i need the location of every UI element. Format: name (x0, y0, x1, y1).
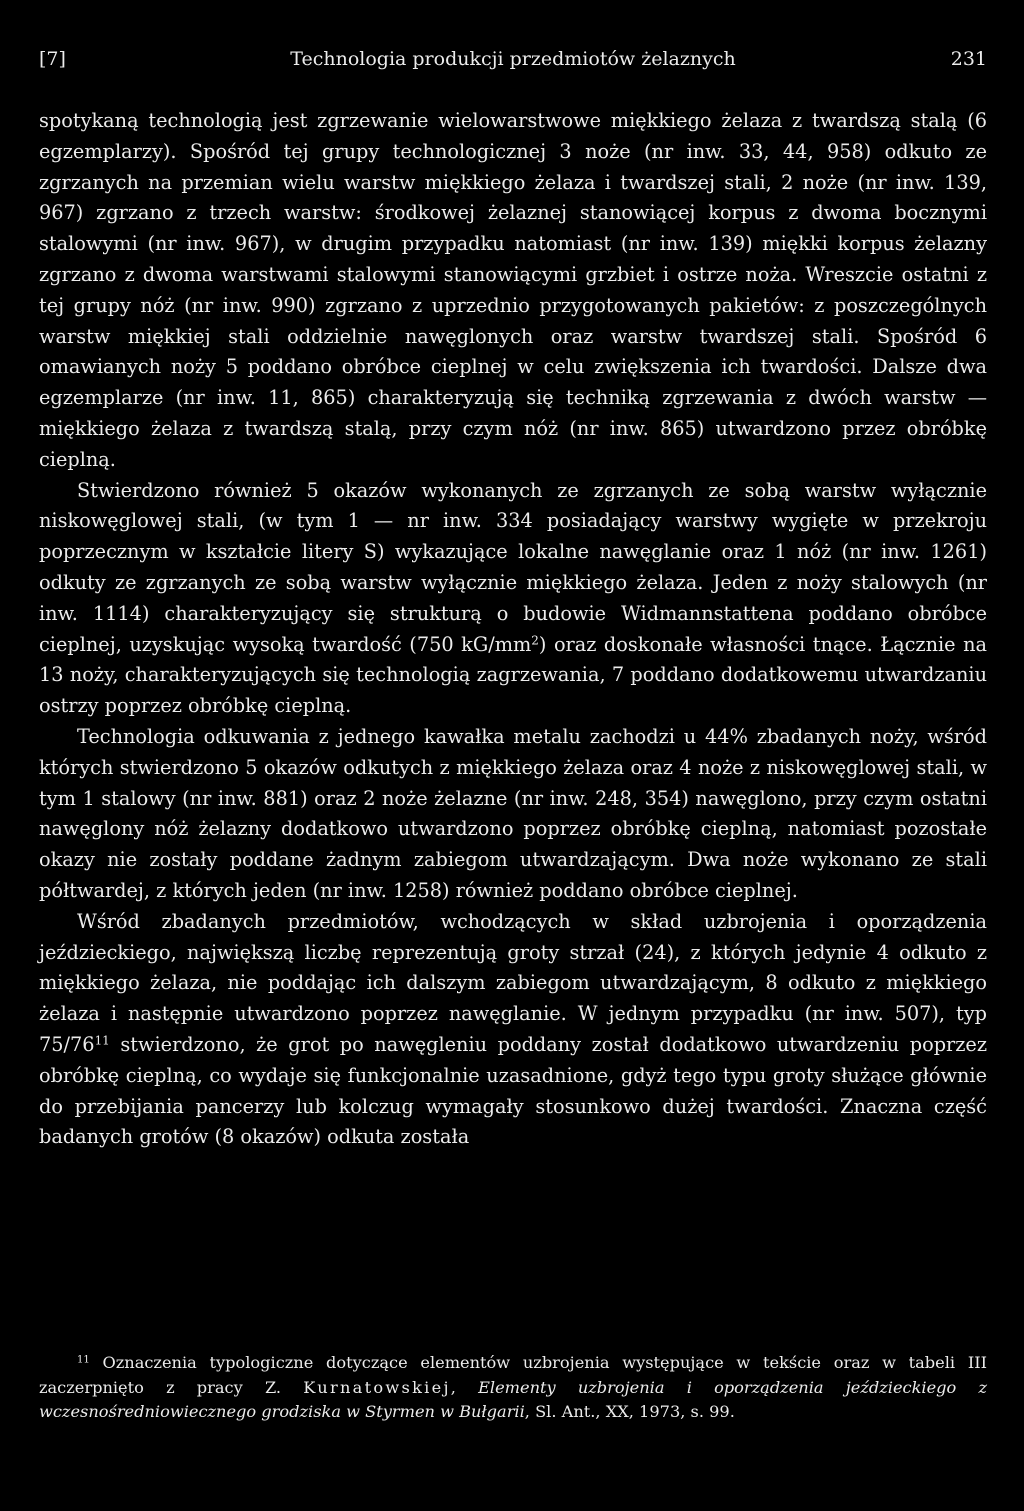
footnote (39, 1351, 987, 1425)
running-title: Technologia produkcji przedmiotów żelaznych (290, 48, 736, 70)
footnote-11 (39, 1351, 987, 1425)
footnote-author: Kurnatowskiej (303, 1377, 451, 1397)
footnote-reference: 11 (94, 1033, 110, 1048)
page-number: 231 (950, 48, 987, 70)
section-number: [7] (39, 48, 66, 70)
paragraph-1 (39, 106, 987, 476)
footnote-text: , (450, 1377, 479, 1397)
paragraph-text: ) oraz doskonałe własności tnące. Łącznie na 13 noży, charakteryzujących się technologią zagrzewania, 7 poddano dodatkowemu utwardzaniu ostrzy poprzez obróbkę cieplną. (39, 632, 987, 718)
footnote-text: Oznaczenia typologiczne dotyczące elementów uzbrojenia występujące w tekście oraz w tabeli III zaczerpnięto z pracy Z. (39, 1353, 987, 1397)
running-header (39, 44, 987, 74)
paragraph-4 (39, 907, 987, 1153)
superscript-exponent: 2 (531, 632, 539, 647)
paragraph-text: Wśród zbadanych przedmiotów, wchodzących w skład uzbrojenia i oporządzenia jeździeckiego, największą liczbę reprezentują groty strzał (24), z których jedynie 4 odkuto z miękkiego żelaza, nie poddając ich dalszym zabiegom utwardzającym, 8 odkuto z miękkiego żelaza i następnie utwardzono poprzez nawęglanie. W jednym przypadku (nr inw. 507), typ 75/76 (39, 909, 987, 1056)
footnote-marker: 11 (77, 1354, 90, 1366)
paragraph-text: spotykaną technologią jest zgrzewanie wielowarstwowe miękkiego żelaza z twardszą stalą (6 egzemplarzy). Spośród tej grupy technologicznej 3 noże (nr inw. 33, 44, 958) odkuto ze zgrzanych na przemian wielu warstw miękkiego żelaza i twardszej stali, 2 noże (nr inw. 139, 967) zgrzano z trzech warstw: środkowej żelaznej stanowiącej korpus z dwoma bocznymi stalowymi (nr inw. 967), w drugim przypadku natomiast (nr inw. 139) miękki korpus żelazny zgrzano z dwoma warstwami stalowymi stanowiącymi grzbiet i ostrze noża. Wreszcie ostatni z tej grupy nóż (nr inw. 990) zgrzano z uprzednio przygotowanych pakietów: z poszczególnych warstw miękkiej stali oddzielnie nawęglonych oraz warstw twardszej stali. Spośród 6 omawianych noży 5 poddano obróbce cieplnej w celu zwiększenia ich twardości. Dalsze dwa egzemplarze (nr inw. 11, 865) charakteryzują się techniką zgrzewania z dwóch warstw — miękkiego żelaza z twardszą stalą, przy czym nóż (nr inw. 865) utwardzono przez obróbkę cieplną. (39, 109, 987, 471)
body-text (39, 106, 987, 1153)
footnote-text: , Sl. Ant., XX, 1973, s. 99. (524, 1402, 735, 1422)
paragraph-2 (39, 476, 987, 722)
paragraph-text: Stwierdzono również 5 okazów wykonanych ze zgrzanych ze sobą warstw wyłącznie niskowęglowej stali, (w tym 1 — nr inw. 334 posiadający warstwy wygięte w przekroju poprzecznym w kształcie litery S) wykazujące lokalne nawęglanie oraz 1 nóż (nr inw. 1261) odkuty ze zgrzanych ze sobą warstw wyłącznie miękkiego żelaza. Jeden z noży stalowych (nr inw. 1114) charakteryzujący się strukturą o budowie Widmannstattena poddano obróbce cieplnej, uzyskując wysoką twardość (750 kG/mm (39, 478, 987, 656)
paragraph-3 (39, 722, 987, 907)
footnote-work-title: Elementy uzbrojenia i oporządzenia jeździeckiego z wczesnośredniowiecznego grodziska w Styrmen w Bułgarii (39, 1377, 987, 1422)
paragraph-text: Technologia odkuwania z jednego kawałka metalu zachodzi u 44% zbadanych noży, wśród których stwierdzono 5 okazów odkutych z miękkiego żelaza oraz 4 noże z niskowęglowej stali, w tym 1 stalowy (nr inw. 881) oraz 2 noże żelazne (nr inw. 248, 354) nawęglono, przy czym ostatni nawęglony nóż żelazny dodatkowo utwardzono poprzez obróbkę cieplną, natomiast pozostałe okazy nie zostały poddane żadnym zabiegom utwardzającym. Dwa noże wykonano ze stali półtwardej, z których jeden (nr inw. 1258) również poddano obróbce cieplnej. (39, 724, 987, 902)
paragraph-text: stwierdzono, że grot po nawęgleniu poddany został dodatkowo utwardzeniu poprzez obróbkę cieplną, co wydaje się funkcjonalnie uzasadnione, gdyż tego typu groty służące głównie do przebijania pancerzy lub kolczug wymagały stosunkowo dużej twardości. Znaczna część badanych grotów (8 okazów) odkuta została (39, 1032, 987, 1149)
document-page (39, 0, 987, 1511)
